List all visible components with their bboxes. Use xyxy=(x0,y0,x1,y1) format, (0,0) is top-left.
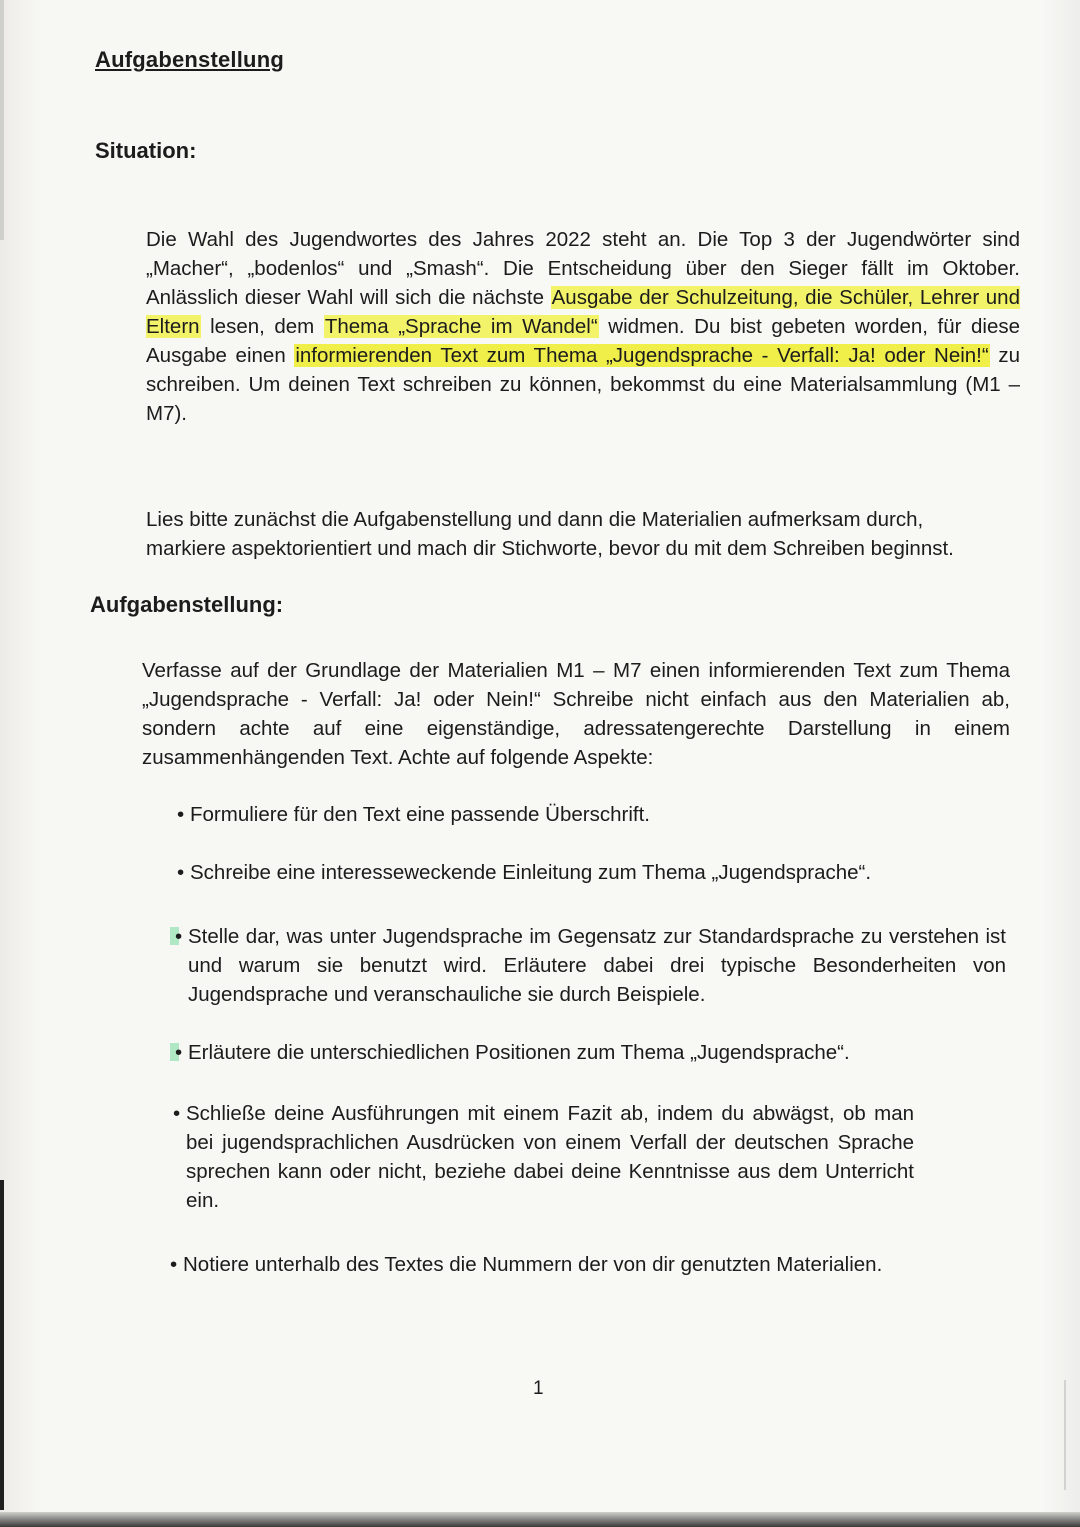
bullet-dot: • xyxy=(177,861,185,884)
bullet-dot: • xyxy=(173,1102,181,1125)
bullet-text: Erläutere die unterschiedlichen Positionen zum Thema „Jugendsprache“. xyxy=(188,1041,850,1064)
bullet-dot: • xyxy=(170,1253,178,1276)
bullet-dot: • xyxy=(175,1041,183,1064)
situation-text-part: widmen. Du bist gebeten worden, für diese Ausgabe einen xyxy=(146,315,1021,367)
bullet-item xyxy=(177,800,990,829)
bullet-text: Notiere unterhalb des Textes die Nummern der von dir genutzten Materialien. xyxy=(183,1253,883,1276)
situation-text-part: Die Wahl des Jugendwortes des Jahres 2022 steht an. Die Top 3 der Jugendwörter sind „Macher“, „bodenlos“ und „Smash“. Die Entscheidung über den Sieger fällt im Oktober. Anlässlich dieser Wahl will sich die nächste xyxy=(146,228,1020,309)
bullet-text: Schließe deine Ausführungen mit einem Fazit ab, indem du abwägst, ob man bei jugendsprachlichen Ausdrücken von einem Verfall der deutschen Sprache sprechen kann oder nicht, beziehe dabei deine Kenntnisse aus dem Unterricht ein. xyxy=(186,1102,914,1212)
page-number: 1 xyxy=(533,1378,544,1399)
highlighted-text: Ausgabe der Schulzeitung, die Schüler, Lehrer und Eltern xyxy=(146,286,1020,338)
page-edge-shadow xyxy=(1064,1380,1066,1490)
page-bottom-edge xyxy=(0,1512,1080,1527)
page-edge-shadow xyxy=(0,0,4,240)
document-title: Aufgabenstellung xyxy=(95,47,284,72)
bullet-text: Schreibe eine interesseweckende Einleitung zum Thema „Jugendsprache“. xyxy=(190,861,872,884)
bullet-dot: • xyxy=(177,803,185,826)
situation-heading: Situation: xyxy=(95,138,197,163)
highlighted-text: informierenden Text zum Thema „Jugendsprache - Verfall: Ja! oder Nein!“ xyxy=(295,344,989,367)
bullet-item xyxy=(175,1038,988,1067)
situation-text-part: zu schreiben. Um deinen Text schreiben zu können, bekommst du eine Materialsammlung (M1 – M7). xyxy=(146,344,1020,425)
situation-paragraph xyxy=(146,225,1020,428)
task-paragraph: Verfasse auf der Grundlage der Materialien M1 – M7 einen informierenden Text zum Thema „Jugendsprache - Verfall: Ja! oder Nein!“ Schreibe nicht einfach aus den Materialien ab, sondern achte auf eine eigenständige, adressatengerechte Darstellung in einem zusammenhängenden Text. Achte auf folgende Aspekte: xyxy=(142,659,1010,769)
bullet-item xyxy=(175,922,1006,1009)
bullet-item xyxy=(173,1099,914,1215)
bullet-item xyxy=(170,1250,983,1279)
bullet-dot: • xyxy=(175,925,183,948)
bullet-item xyxy=(177,858,990,887)
page-edge-shadow xyxy=(0,1180,4,1510)
situation-text-part: lesen, dem xyxy=(200,315,324,338)
instruction-paragraph: Lies bitte zunächst die Aufgabenstellung und dann die Materialien aufmerksam durch, markiere aspektorientiert und mach dir Stichworte, bevor du mit dem Schreiben beginnst. xyxy=(146,508,954,560)
task-heading: Aufgabenstellung: xyxy=(90,592,284,617)
bullet-text: Formuliere für den Text eine passende Überschrift. xyxy=(190,803,650,826)
bullet-text: Stelle dar, was unter Jugendsprache im Gegensatz zur Standardsprache zu verstehen ist und warum sie benutzt wird. Erläutere dabei drei typische Besonderheiten von Jugendsprache und veranschauliche sie durch Beispiele. xyxy=(188,925,1006,1006)
highlighted-text: Thema „Sprache im Wandel“ xyxy=(324,315,598,338)
